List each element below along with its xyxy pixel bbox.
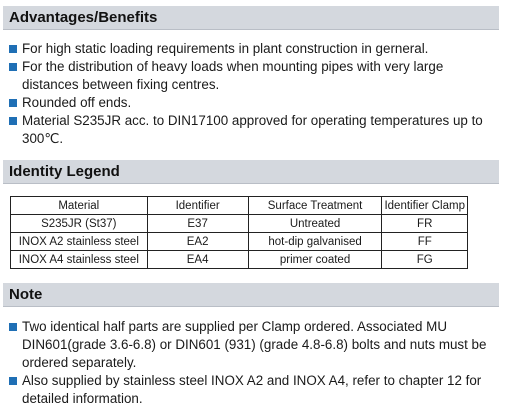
table-row xyxy=(11,233,468,251)
column-header: Identifier xyxy=(147,197,248,215)
list-item xyxy=(9,58,499,94)
advantage-text: Rounded off ends. xyxy=(22,95,132,110)
table-cell: E37 xyxy=(147,215,248,233)
table-cell: INOX A4 stainless steel xyxy=(11,251,148,269)
bullet-square-icon xyxy=(9,45,17,53)
table-cell: INOX A2 stainless steel xyxy=(11,233,148,251)
table-cell: FF xyxy=(382,233,468,251)
table-cell: Untreated xyxy=(248,215,382,233)
list-item xyxy=(9,372,499,408)
advantage-text: For high static loading requirements in plant construction in gerneral. xyxy=(22,41,429,56)
column-header: Identifier Clamp xyxy=(382,197,468,215)
bullet-square-icon xyxy=(9,99,17,107)
bullet-square-icon xyxy=(9,117,17,125)
identity-legend-title: Identity Legend xyxy=(9,163,120,180)
identity-legend-header xyxy=(3,160,499,184)
note-title: Note xyxy=(9,286,43,303)
advantages-header xyxy=(3,6,499,30)
bullet-square-icon xyxy=(9,377,17,385)
note-text: Also supplied by stainless steel INOX A2 and INOX A4, refer to chapter 12 for detailed information. xyxy=(22,373,482,406)
note-text: Two identical half parts are supplied per Clamp ordered. Associated MU DIN601(grade 3.6-6.8) or DIN601 (931) (grade 4.8-6.8) bolts and nuts must be ordered separately. xyxy=(22,319,487,370)
table-cell: EA4 xyxy=(147,251,248,269)
advantages-list xyxy=(9,40,499,148)
bullet-square-icon xyxy=(9,323,17,331)
table-cell: hot-dip galvanised xyxy=(248,233,382,251)
advantages-title: Advantages/Benefits xyxy=(9,9,158,26)
table-row xyxy=(11,251,468,269)
list-item xyxy=(9,40,499,58)
bullet-square-icon xyxy=(9,63,17,71)
table-cell: primer coated xyxy=(248,251,382,269)
table-header-row xyxy=(11,197,468,215)
table-cell: FG xyxy=(382,251,468,269)
advantage-text: For the distribution of heavy loads when mounting pipes with very large distances between fixing centres. xyxy=(22,59,444,92)
list-item xyxy=(9,112,499,148)
table-row xyxy=(11,215,468,233)
column-header: Surface Treatment xyxy=(248,197,382,215)
table-cell: EA2 xyxy=(147,233,248,251)
list-item xyxy=(9,318,499,372)
list-item xyxy=(9,94,499,112)
advantage-text: Material S235JR acc. to DIN17100 approved for operating temperatures up to 300℃. xyxy=(22,113,483,146)
note-header xyxy=(3,283,499,307)
note-list xyxy=(9,318,499,408)
column-header: Material xyxy=(11,197,148,215)
table-cell: S235JR (St37) xyxy=(11,215,148,233)
table-cell: FR xyxy=(382,215,468,233)
identity-legend-table xyxy=(10,196,468,269)
